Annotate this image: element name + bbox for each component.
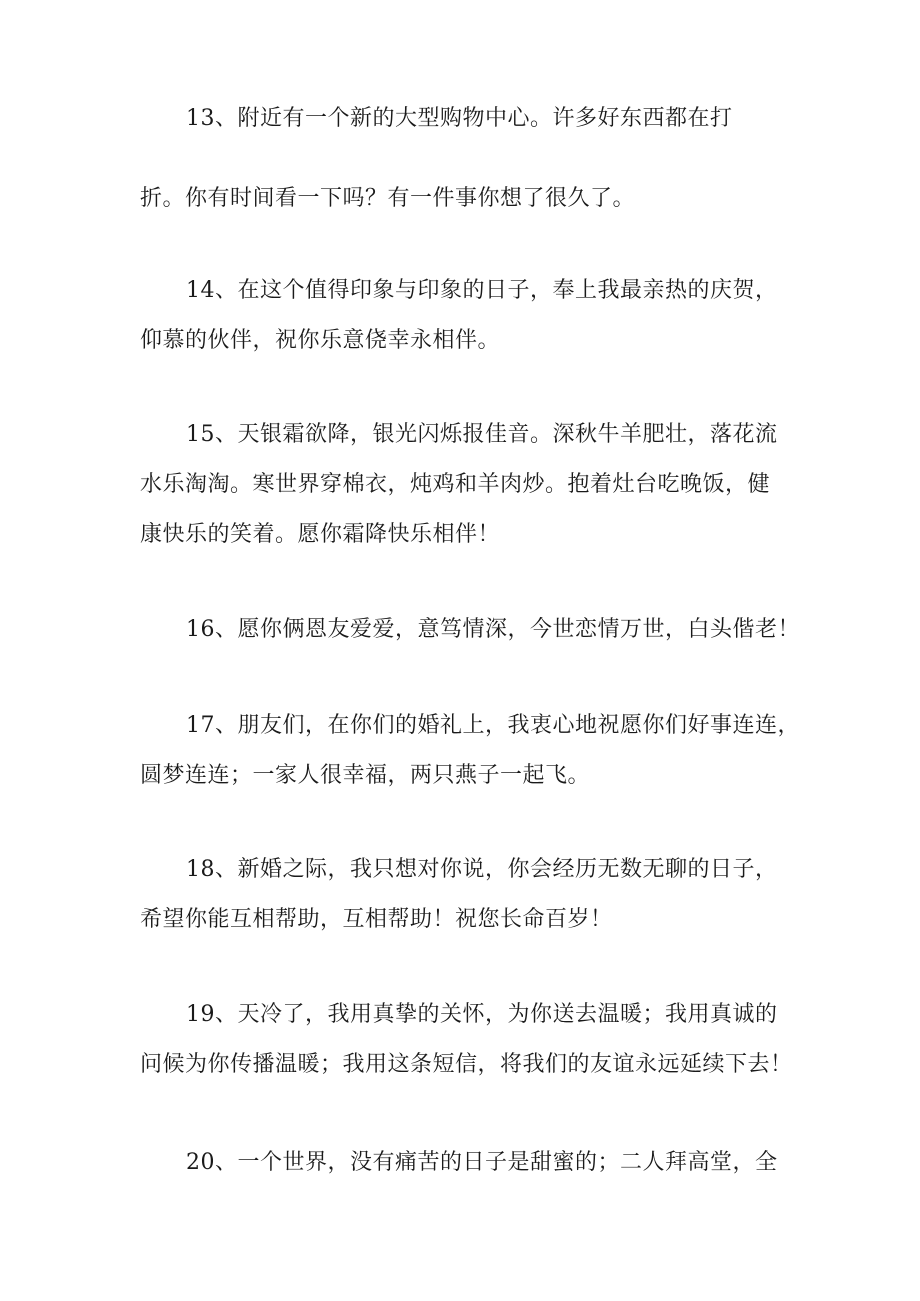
paragraph-13-line-1: 13、附近有一个新的大型购物中心。许多好东西都在打 [186, 106, 733, 131]
paragraph-15-line-3: 康快乐的笑着。愿你霜降快乐相伴！ [140, 522, 501, 547]
paragraph-18-line-1: 18、新婚之际，我只想对你说，你会经历无数无聊的日子， [186, 857, 778, 882]
paragraph-13-line-2: 折。你有时间看一下吗？有一件事你想了很久了。 [140, 186, 636, 211]
paragraph-20-line-1: 20、一个世界，没有痛苦的日子是甜蜜的；二人拜高堂，全 [186, 1150, 778, 1175]
paragraph-15-line-2: 水乐淘淘。寒世界穿棉衣，炖鸡和羊肉炒。抱着灶台吃晚饭，健 [140, 472, 771, 497]
paragraph-15-line-1: 15、天银霜欲降，银光闪烁报佳音。深秋牛羊肥壮，落花流 [186, 422, 778, 447]
paragraph-16-line-1: 16、愿你俩恩友爱爱，意笃情深，今世恋情万世，白头偕老！ [186, 617, 800, 642]
paragraph-14-line-2: 仰慕的伙伴，祝你乐意侥幸永相伴。 [140, 328, 501, 353]
paragraph-17-line-2: 圆梦连连；一家人很幸福，两只燕子一起飞。 [140, 763, 591, 788]
paragraph-19-line-2: 问候为你传播温暖；我用这条短信，将我们的友谊永远延续下去！ [140, 1052, 793, 1077]
paragraph-19-line-1: 19、天冷了，我用真挚的关怀，为你送去温暖；我用真诚的 [186, 1002, 778, 1027]
paragraph-18-line-2: 希望你能互相帮助，互相帮助！祝您长命百岁！ [140, 907, 613, 932]
paragraph-14-line-1: 14、在这个值得印象与印象的日子，奉上我最亲热的庆贺， [186, 278, 778, 303]
paragraph-17-line-1: 17、朋友们，在你们的婚礼上，我衷心地祝愿你们好事连连， [186, 713, 800, 738]
